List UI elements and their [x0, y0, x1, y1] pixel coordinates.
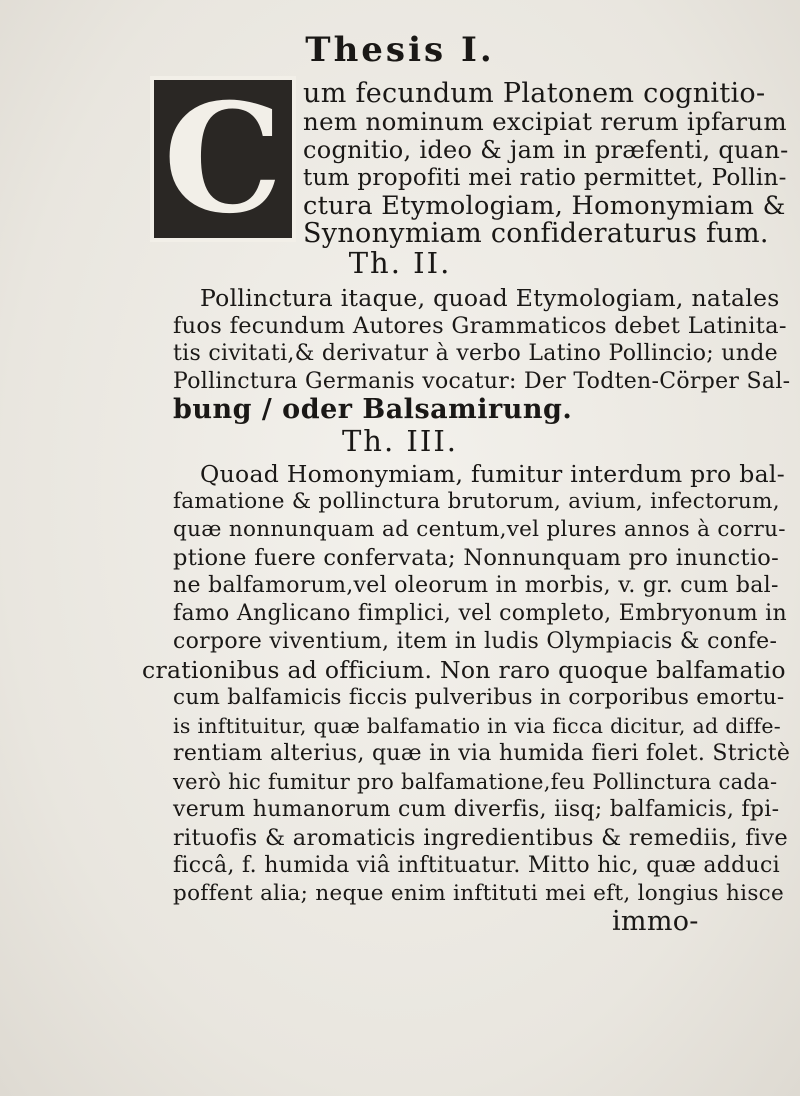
- text-line: ficcâ, f. humida viâ inftituatur. Mitto hic, quæ adduci: [173, 853, 780, 878]
- text-line: um fecundum Platonem cognitio-: [303, 78, 766, 109]
- text-line: corpore viventium, item in ludis Olympiacis & confe-: [173, 629, 778, 654]
- decorated-initial-letter: C: [150, 76, 296, 242]
- text-line: nem nominum excipiat rerum ipfarum: [303, 107, 787, 136]
- thesis-2-heading: Th. II.: [348, 246, 452, 280]
- text-line: Quoad Homonymiam, fumitur interdum pro bal-: [200, 460, 785, 488]
- text-line: Synonymiam confideraturus fum.: [303, 218, 769, 249]
- text-line: Pollinctura itaque, quoad Etymologiam, natales: [200, 284, 780, 312]
- text-line: verum humanorum cum diverfis, iisq; balfamicis, fpi-: [173, 797, 780, 822]
- text-line: verò hic fumitur pro balfamatione,feu Pollinctura cada-: [173, 770, 778, 794]
- text-line: crationibus ad officium. Non raro quoque balfamatio: [142, 656, 786, 684]
- text-line: ctura Etymologiam, Homonymiam &: [303, 191, 786, 221]
- text-line: is inftituitur, quæ balfamatio in via ficca dicitur, ad diffe-: [173, 714, 781, 738]
- text-line: quæ nonnunquam ad centum,vel plures annos à corru-: [173, 517, 786, 542]
- text-line: Pollinctura Germanis vocatur: Der Todten-Cörper Sal-: [173, 369, 791, 394]
- text-line: ptione fuere confervata; Nonnunquam pro inunctio-: [173, 545, 780, 571]
- text-line: cum balfamicis ficcis pulveribus in corporibus emortu-: [173, 685, 785, 710]
- text-line: famo Anglicano fimplici, vel completo, Embryonum in: [173, 601, 787, 626]
- text-line: poffent alia; neque enim inftituti mei eft, longius hisce: [173, 881, 785, 906]
- catchword: immo-: [612, 906, 699, 937]
- text-line: cognitio, ideo & jam in præfenti, quan-: [303, 136, 789, 164]
- text-line: rentiam alterius, quæ in via humida fieri folet. Strictè: [173, 741, 791, 766]
- text-line: fuos fecundum Autores Grammaticos debet Latinita-: [173, 313, 787, 339]
- text-line: famatione & pollinctura brutorum, avium, infectorum,: [173, 489, 780, 514]
- thesis-3-heading: Th. III.: [341, 424, 459, 458]
- text-line: tis civitati,& derivatur à verbo Latino Pollincio; unde: [173, 341, 778, 366]
- text-line: rituofis & aromaticis ingredientibus & remediis, five: [173, 825, 789, 851]
- text-line: bung / oder Balsamirung.: [173, 394, 573, 425]
- text-line: ne balfamorum,vel oleorum in morbis, v. gr. cum bal-: [173, 573, 779, 598]
- page-heading: Thesis I.: [305, 30, 495, 70]
- text-line: tum propofiti mei ratio permittet, Pollin-: [303, 165, 787, 191]
